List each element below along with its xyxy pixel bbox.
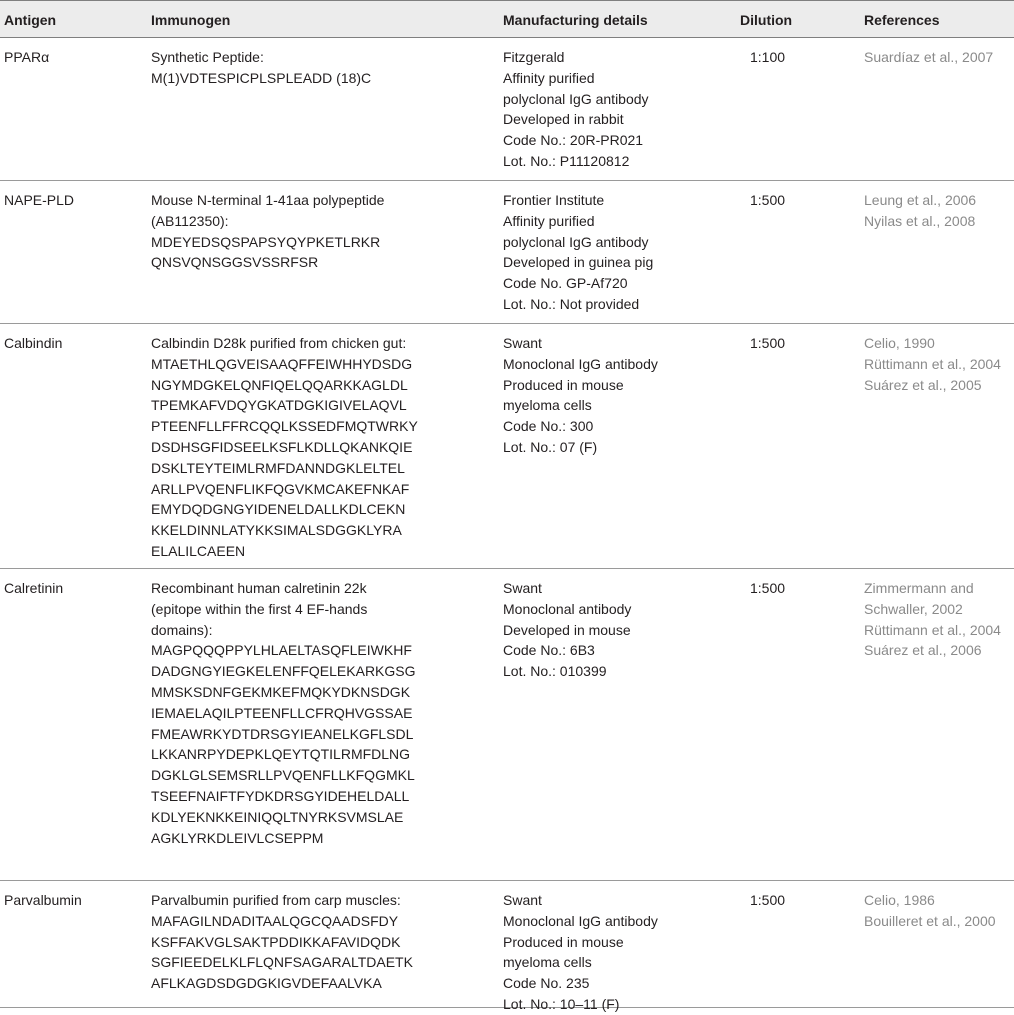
table-header bbox=[0, 0, 1014, 38]
cell-manufacturing-line: myeloma cells bbox=[503, 954, 592, 971]
cell-immunogen-line: FMEAWRKYDTDRSGYIEANELKGFLSDL bbox=[151, 725, 414, 742]
cell-immunogen-line: MDEYEDSQSPAPSYQYPKETLRKR bbox=[151, 233, 381, 250]
cell-dilution: 1:500 bbox=[750, 192, 786, 208]
cell-immunogen-line: EMYDQDGNGYIDENELDALLKDLCEKN bbox=[151, 501, 406, 518]
cell-immunogen-line: AGKLYRKDLEIVLCSEPPM bbox=[151, 829, 324, 846]
cell-immunogen-line: DSKLTEYTEIMLRMFDANNDGKLELTEL bbox=[151, 459, 405, 476]
cell-immunogen-line: ARLLPVQENFLIKFQGVKMCAKEFNKAF bbox=[151, 480, 410, 497]
cell-immunogen-line: Synthetic Peptide: bbox=[151, 49, 264, 65]
cell-manufacturing-line: Developed in mouse bbox=[503, 621, 631, 638]
cell-references bbox=[864, 47, 993, 68]
cell-immunogen-line: SGFIEEDELKLFLQNFSAGARALTDAETK bbox=[151, 954, 413, 971]
cell-immunogen-line: Recombinant human calretinin 22k bbox=[151, 580, 367, 596]
cell-immunogen-line: KDLYEKNKKEINIQQLTNYRKSVMSLAE bbox=[151, 808, 404, 825]
header-references: References bbox=[864, 12, 940, 28]
cell-immunogen-line: MMSKSDNFGEKMKEFMQKYDKNSDGK bbox=[151, 683, 411, 700]
cell-dilution: 1:500 bbox=[750, 335, 786, 351]
cell-manufacturing-line: Monoclonal IgG antibody bbox=[503, 355, 658, 372]
header-manufacturing: Manufacturing details bbox=[503, 12, 648, 28]
cell-manufacturing-line: Monoclonal IgG antibody bbox=[503, 912, 658, 929]
cell-manufacturing bbox=[503, 578, 631, 682]
cell-references-line: Zimmermann and bbox=[864, 580, 974, 596]
cell-references bbox=[864, 578, 1001, 661]
cell-manufacturing-line: polyclonal IgG antibody bbox=[503, 90, 649, 107]
cell-manufacturing-line: Affinity purified bbox=[503, 212, 595, 229]
cell-dilution: 1:500 bbox=[750, 580, 786, 596]
cell-references-line: Nyilas et al., 2008 bbox=[864, 212, 976, 229]
cell-references-line: Suardíaz et al., 2007 bbox=[864, 49, 994, 65]
table-body bbox=[0, 38, 1014, 1012]
cell-manufacturing-line: myeloma cells bbox=[503, 397, 592, 414]
cell-immunogen bbox=[151, 578, 416, 848]
cell-manufacturing-line: Swant bbox=[503, 335, 542, 351]
header-antigen: Antigen bbox=[4, 12, 57, 28]
cell-immunogen-line: TPEMKAFVDQYGKATDGKIGIVELAQVL bbox=[151, 397, 407, 414]
cell-manufacturing-line: Lot. No.: Not provided bbox=[503, 295, 640, 312]
cell-immunogen bbox=[151, 890, 413, 994]
cell-manufacturing-line: Produced in mouse bbox=[503, 933, 624, 950]
table-row bbox=[0, 569, 1014, 881]
cell-manufacturing-line: Affinity purified bbox=[503, 69, 595, 86]
cell-manufacturing-line: Lot. No.: 10–11 (F) bbox=[503, 995, 620, 1012]
cell-immunogen bbox=[151, 333, 418, 562]
cell-manufacturing-line: Code No.: 6B3 bbox=[503, 642, 595, 659]
cell-references bbox=[864, 190, 976, 232]
table-row bbox=[0, 38, 1014, 181]
cell-manufacturing-line: Swant bbox=[503, 892, 542, 908]
cell-antigen: NAPE-PLD bbox=[4, 192, 75, 208]
table-row bbox=[0, 324, 1014, 569]
header-immunogen: Immunogen bbox=[151, 12, 231, 28]
cell-manufacturing-line: Code No.: 300 bbox=[503, 418, 594, 435]
cell-immunogen-line: AFLKAGDSDGDGKIGVDEFAALVKA bbox=[151, 975, 382, 992]
cell-dilution: 1:100 bbox=[750, 49, 786, 65]
cell-immunogen-line: (AB112350): bbox=[151, 212, 229, 229]
cell-immunogen-line: DADGNGYIEGKELENFFQELEKARKGSG bbox=[151, 663, 416, 680]
cell-immunogen bbox=[151, 47, 371, 89]
cell-references bbox=[864, 333, 1001, 395]
cell-manufacturing bbox=[503, 333, 658, 458]
cell-dilution: 1:500 bbox=[750, 892, 786, 908]
cell-immunogen-line: M(1)VDTESPICPLSPLEADD (18)C bbox=[151, 69, 372, 86]
cell-manufacturing-line: Developed in rabbit bbox=[503, 111, 624, 128]
cell-manufacturing-line: Code No.: 20R-PR021 bbox=[503, 132, 644, 149]
cell-immunogen-line: IEMAELAQILPTEENFLLCFRQHVGSSAE bbox=[151, 704, 413, 721]
cell-immunogen-line: domains): bbox=[151, 621, 213, 638]
cell-manufacturing bbox=[503, 890, 658, 1015]
cell-antigen: PPARα bbox=[4, 49, 50, 65]
cell-manufacturing-line: Developed in guinea pig bbox=[503, 254, 654, 271]
cell-references-line: Bouilleret et al., 2000 bbox=[864, 912, 996, 929]
cell-manufacturing bbox=[503, 190, 653, 315]
cell-antigen: Calbindin bbox=[4, 335, 63, 351]
cell-manufacturing-line: Lot. No.: 07 (F) bbox=[503, 438, 598, 455]
cell-manufacturing-line: Lot. No.: P11120812 bbox=[503, 152, 630, 169]
cell-immunogen-line: MAGPQQQPPYLHLAELTASQFLEIWKHF bbox=[151, 642, 412, 659]
cell-immunogen-line: Parvalbumin purified from carp muscles: bbox=[151, 892, 401, 908]
cell-references bbox=[864, 890, 996, 932]
cell-immunogen-line: LKKANRPYDEPKLQEYTQTILRMFDLNG bbox=[151, 746, 411, 763]
cell-manufacturing-line: Fitzgerald bbox=[503, 49, 565, 65]
cell-manufacturing-line: Frontier Institute bbox=[503, 192, 605, 208]
cell-manufacturing bbox=[503, 47, 649, 172]
cell-immunogen-line: MAFAGILNDADITAALQGCQAADSFDY bbox=[151, 912, 399, 929]
cell-immunogen-line: PTEENFLLFFRCQQLKSSEDFMQTWRKY bbox=[151, 418, 418, 435]
cell-references-line: Suárez et al., 2006 bbox=[864, 642, 982, 659]
table-row bbox=[0, 181, 1014, 324]
cell-references-line: Celio, 1986 bbox=[864, 892, 935, 908]
cell-immunogen-line: (epitope within the first 4 EF-hands bbox=[151, 600, 368, 617]
cell-immunogen-line: TSEEFNAIFTFYDKDRSGYIDEHELDALL bbox=[151, 787, 410, 804]
header-dilution: Dilution bbox=[740, 12, 793, 28]
table-row bbox=[0, 881, 1014, 1012]
cell-immunogen-line: NGYMDGKELQNFIQELQQARKKAGLDL bbox=[151, 376, 408, 393]
cell-references-line: Leung et al., 2006 bbox=[864, 192, 977, 208]
cell-immunogen-line: DSDHSGFIDSEELKSFLKDLLQKANKQIE bbox=[151, 438, 413, 455]
cell-immunogen-line: ELALILCAEEN bbox=[151, 542, 246, 559]
cell-manufacturing-line: Code No. GP-Af720 bbox=[503, 275, 628, 292]
cell-references-line: Rüttimann et al., 2004 bbox=[864, 621, 1001, 638]
cell-immunogen-line: Calbindin D28k purified from chicken gut: bbox=[151, 335, 407, 351]
cell-manufacturing-line: Swant bbox=[503, 580, 542, 596]
cell-immunogen-line: KKELDINNLATYKKSIMALSDGGKLYRA bbox=[151, 522, 402, 539]
cell-manufacturing-line: Lot. No.: 010399 bbox=[503, 663, 607, 680]
cell-immunogen-line: DGKLGLSEMSRLLPVQENFLLKFQGMKL bbox=[151, 767, 415, 784]
cell-references-line: Celio, 1990 bbox=[864, 335, 935, 351]
cell-antigen: Calretinin bbox=[4, 580, 64, 596]
cell-manufacturing-line: Monoclonal antibody bbox=[503, 600, 632, 617]
cell-immunogen-line: Mouse N-terminal 1-41aa polypeptide bbox=[151, 192, 385, 208]
cell-immunogen-line: MTAETHLQGVEISAAQFFEIWHHYDSDG bbox=[151, 355, 413, 372]
cell-references-line: Suárez et al., 2005 bbox=[864, 376, 982, 393]
cell-manufacturing-line: Produced in mouse bbox=[503, 376, 624, 393]
cell-manufacturing-line: Code No. 235 bbox=[503, 975, 590, 992]
cell-references-line: Rüttimann et al., 2004 bbox=[864, 355, 1001, 372]
cell-immunogen-line: KSFFAKVGLSAKTPDDIKKAFAVIDQDK bbox=[151, 933, 401, 950]
cell-manufacturing-line: polyclonal IgG antibody bbox=[503, 233, 649, 250]
cell-antigen: Parvalbumin bbox=[4, 892, 82, 908]
cell-immunogen-line: QNSVQNSGGSVSSRFSR bbox=[151, 254, 319, 271]
cell-immunogen bbox=[151, 190, 384, 273]
cell-references-line: Schwaller, 2002 bbox=[864, 600, 963, 617]
